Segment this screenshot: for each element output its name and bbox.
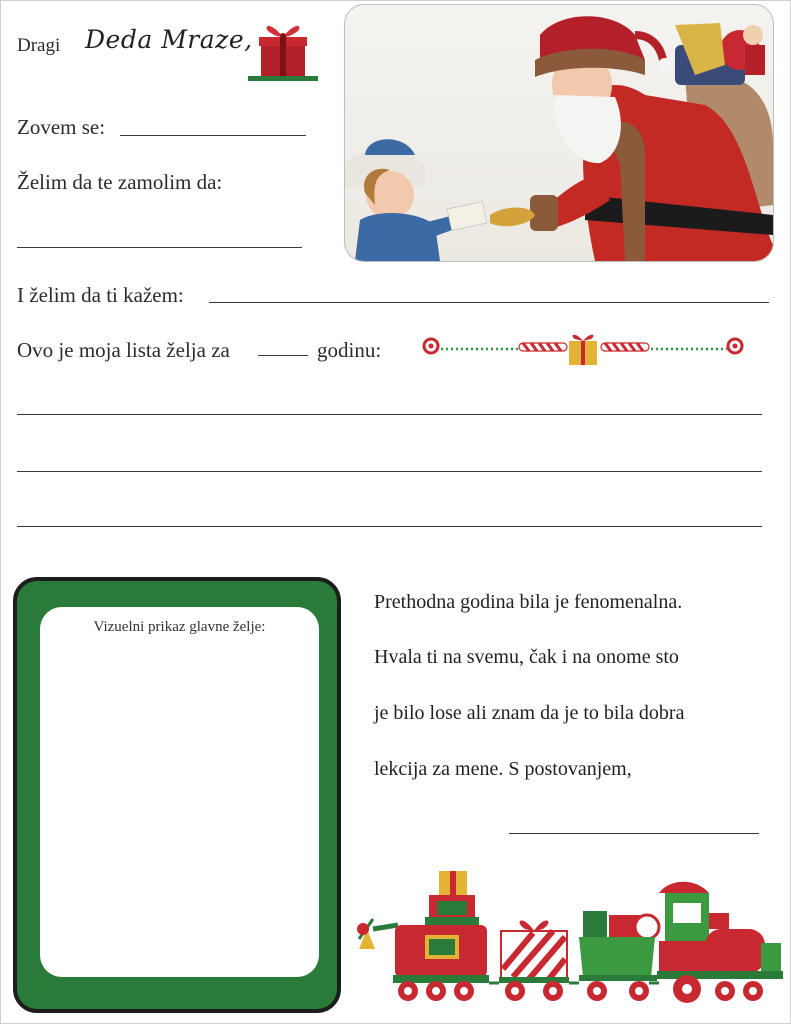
wishlist-suffix: godinu:: [317, 338, 382, 362]
request-label: Želim da te zamolim da:: [17, 170, 223, 194]
name-label: Zovem se:: [17, 115, 106, 139]
candy-cane-divider: [419, 327, 749, 367]
christmas-train-illustration: [353, 859, 787, 1009]
hero-illustration: [344, 4, 774, 262]
request-input-line[interactable]: [17, 247, 302, 248]
closing-line-3: je bilo lose ali znam da je to bila dobra: [374, 702, 685, 724]
closing-line-4: lekcija za mene. S postovanjem,: [374, 758, 632, 780]
wishlist-line-3[interactable]: [17, 526, 762, 527]
closing-line-1: Prethodna godina bila je fenomenalna.: [374, 591, 683, 613]
signature-line[interactable]: [509, 833, 759, 834]
tell-label: I želim da ti kažem:: [17, 283, 184, 307]
greeting-name: Deda Mraze,: [85, 25, 253, 54]
tell-input-line[interactable]: [209, 302, 769, 303]
santa-receiving-letter-illustration: [345, 5, 773, 261]
wishlist-prefix: Ovo je moja lista želja za: [17, 338, 230, 362]
main-wish-drawing-area[interactable]: [40, 607, 319, 977]
main-wish-label: Vizuelni prikaz glavne želje:: [93, 619, 266, 635]
wishlist-line-2[interactable]: [17, 471, 762, 472]
year-input-line[interactable]: [258, 355, 308, 356]
name-input-line[interactable]: [120, 135, 306, 136]
gift-icon: [247, 15, 319, 87]
main-wish-frame: [13, 577, 341, 1013]
closing-line-2: Hvala ti na svemu, čak i na onome sto: [374, 646, 679, 668]
wishlist-line-1[interactable]: [17, 414, 762, 415]
greeting-prefix: Dragi: [17, 35, 61, 56]
